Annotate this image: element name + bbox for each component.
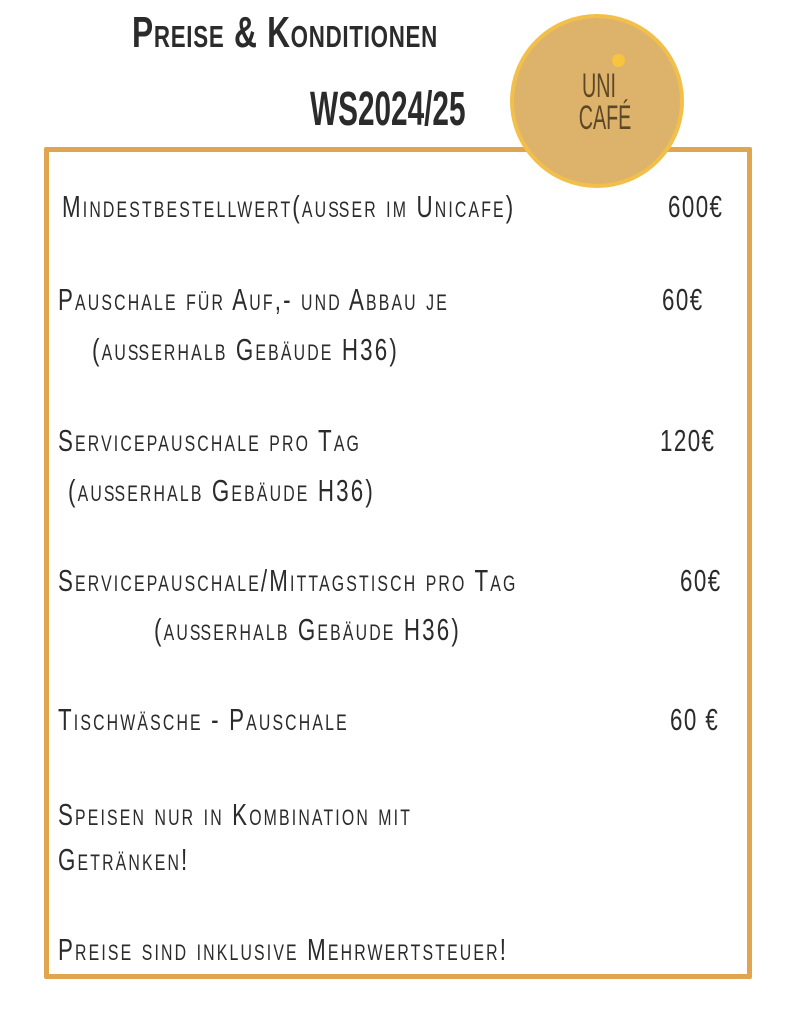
logo-line-cafe: CAFÉ: [578, 99, 632, 137]
item-price-minimum-order: 600€: [668, 189, 724, 224]
logo-text: [578, 67, 632, 137]
item-note-setup-fee: (außerhalb Gebäude H36): [92, 332, 399, 367]
item-label-table-linen: Tischwäsche - Pauschale: [58, 702, 349, 737]
logo-line-uni: UNI: [582, 67, 616, 105]
item-price-setup-fee: 60€: [662, 282, 704, 317]
note-combination-line2: Getränken!: [58, 842, 190, 877]
note-vat: Preise sind inklusive Mehrwertsteuer!: [58, 932, 509, 967]
item-label-lunch-service-fee: Servicepauschale/Mittagstisch pro Tag: [58, 563, 518, 598]
logo-dot-icon: [612, 54, 625, 67]
item-price-table-linen: 60 €: [670, 702, 720, 737]
item-price-service-fee: 120€: [660, 423, 716, 458]
term-label: WS2024/25: [310, 83, 466, 136]
item-label-setup-fee: Pauschale für Auf,- und Abbau je: [58, 282, 449, 317]
page-title: Preise & Konditionen: [132, 8, 438, 57]
item-price-lunch-service-fee: 60€: [680, 563, 722, 598]
item-note-lunch-service-fee: (außerhalb Gebäude H36): [154, 612, 461, 647]
item-label-service-fee: Servicepauschale pro Tag: [58, 423, 362, 458]
item-label-minimum-order: Mindestbestellwert(außer im Unicafe): [62, 189, 516, 224]
note-combination-line1: Speisen nur in Kombination mit: [58, 797, 413, 832]
unicafe-logo: [510, 14, 684, 188]
item-note-service-fee: (außerhalb Gebäude H36): [68, 473, 375, 508]
